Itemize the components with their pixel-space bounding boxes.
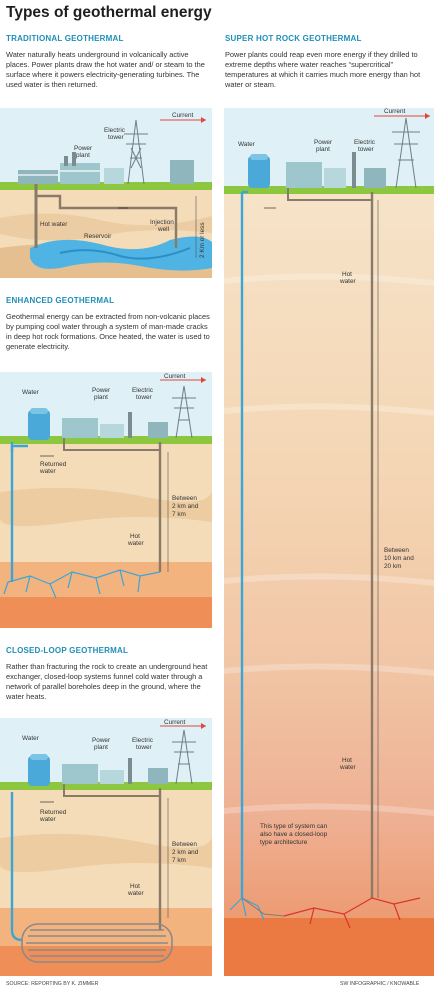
superhot-note: This type of system can also have a closed-loop type architecture — [260, 823, 328, 846]
closed-water-label: Water — [22, 735, 39, 742]
enhanced-depth-label: Between 2 km and 7 km — [172, 495, 199, 518]
superhot-depth-label: Between 10 km and 20 km — [384, 547, 414, 570]
closed-returned-label: Returned water — [40, 809, 67, 823]
enhanced-returned-label: Returned water — [40, 461, 67, 475]
traditional-current-label: Current — [172, 112, 194, 119]
superhot-text: Power plants could reap even more energy if they drilled to extreme depths where water reaches “supercritical” temperatures at which it carries much more energy than hot water or steam. — [225, 50, 421, 89]
traditional-reservoir-label: Reservoir — [84, 233, 112, 240]
enhanced-current-label: Current — [164, 373, 186, 380]
traditional-heading: TRADITIONAL GEOTHERMAL — [6, 34, 124, 43]
enhanced-tower-label: Electric tower — [132, 387, 153, 401]
traditional-text: Water naturally heats underground in volcanically active places. Power plants draw the hot water and/ or steam to the surface where it powers electricity-generating turbines. The used water is then returned. — [6, 50, 205, 89]
enhanced-diagram — [0, 372, 212, 628]
closed-plant-label: Power plant — [92, 737, 111, 751]
traditional-tower-label: Electric tower — [104, 127, 125, 141]
superhot-water-label: Water — [238, 141, 255, 148]
enhanced-hot-water-label: Hot water — [128, 533, 144, 547]
superhot-tower-label: Electric tower — [354, 139, 375, 153]
enhanced-text: Geothermal energy can be extracted from non-volcanic places by pumping cool water through a system of man-made cracks in deep hot rock formations. Once heated, the water is used to generate electricity. — [6, 312, 210, 351]
superhot-current-label: Current — [384, 108, 406, 115]
closed-text: Rather than fracturing the rock to create an underground heat exchanger, closed-loop systems funnel cold water through a network of parallel boreholes deep in the ground, where the water heats. — [6, 662, 208, 701]
closed-hot-water-label: Hot water — [128, 883, 144, 897]
enhanced-heading: ENHANCED GEOTHERMAL — [6, 296, 115, 305]
closed-tower-label: Electric tower — [132, 737, 153, 751]
traditional-hot-water-label: Hot water — [40, 221, 68, 228]
traditional-injection-label: Injection well — [150, 219, 174, 233]
enhanced-plant-label: Power plant — [92, 387, 111, 401]
superhot-hot-water-2: Hot water — [340, 757, 356, 771]
source-note: SOURCE: REPORTING BY K. ZIMMER — [6, 981, 99, 987]
traditional-depth-label: 2 Km or less — [199, 222, 206, 258]
superhot-plant-label: Power plant — [314, 139, 333, 153]
closed-current-label: Current — [164, 719, 186, 726]
superhot-diagram — [224, 108, 434, 976]
closed-diagram — [0, 718, 212, 976]
page-title: Types of geothermal energy — [6, 4, 212, 21]
superhot-heading: SUPER HOT ROCK GEOTHERMAL — [225, 34, 362, 43]
closed-depth-label: Between 2 km and 7 km — [172, 841, 199, 864]
enhanced-water-label: Water — [22, 389, 39, 396]
traditional-plant-label: Power plant — [74, 145, 93, 159]
superhot-hot-water-1: Hot water — [340, 271, 356, 285]
closed-heading: CLOSED-LOOP GEOTHERMAL — [6, 646, 129, 655]
traditional-diagram — [0, 108, 212, 278]
credit-note: SW INFOGRAPHIC / KNOWABLE — [340, 981, 420, 987]
